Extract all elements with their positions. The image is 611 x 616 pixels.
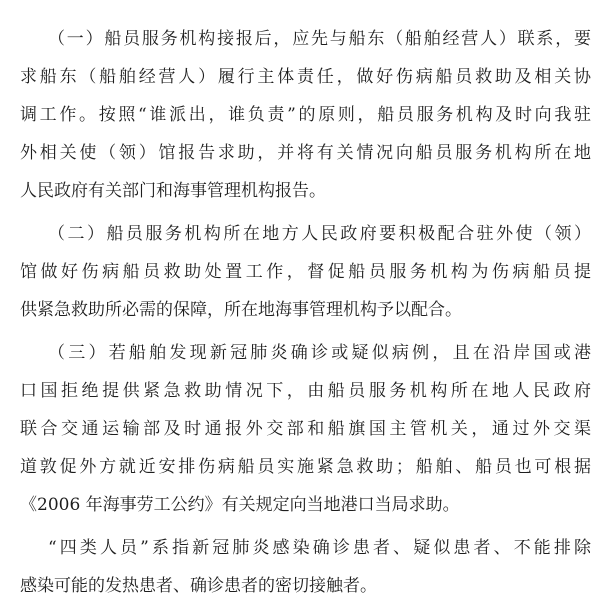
paragraph-line: 《2006 年海事劳工公约》有关规定向当地港口当局求助。	[20, 495, 460, 515]
paragraph-line: 口国拒绝提供紧急救助情况下，由船员服务机构所在地人民政府	[20, 381, 591, 401]
paragraph-line: 道敦促外方就近安排伤病船员实施紧急救助；船舶、船员也可根据	[20, 457, 591, 477]
paragraph-line: 人民政府有关部门和海事管理机构报告。	[20, 181, 326, 201]
paragraph-line: 联合交通运输部及时通报外交部和船旗国主管机关，通过外交渠	[20, 419, 591, 439]
paragraph-line: 感染可能的发热患者、确诊患者的密切接触者。	[20, 576, 377, 596]
paragraph-line: （二）船员服务机构所在地方人民政府要积极配合驻外使（领）	[48, 224, 591, 244]
paragraph-line: （一）船员服务机构接报后，应先与船东（船舶经营人）联系，要	[48, 29, 591, 49]
paragraph-line: （三）若船舶发现新冠肺炎确诊或疑似病例，且在沿岸国或港	[48, 343, 591, 363]
paragraph-line: 供紧急救助所必需的保障，所在地海事管理机构予以配合。	[20, 300, 462, 320]
paragraph-line: “四类人员”系指新冠肺炎感染确诊患者、疑似患者、不能排除	[48, 538, 591, 558]
paragraph-line: 求船东（船舶经营人）履行主体责任，做好伤病船员救助及相关协	[20, 67, 591, 87]
paragraph-line: 外相关使（领）馆报告求助，并将有关情况向船员服务机构所在地	[20, 143, 591, 163]
paragraph-line: 馆做好伤病船员救助处置工作，督促船员服务机构为伤病船员提	[20, 262, 591, 282]
paragraph-line: 调工作。按照“谁派出，谁负责”的原则，船员服务机构及时向我驻	[20, 105, 591, 125]
